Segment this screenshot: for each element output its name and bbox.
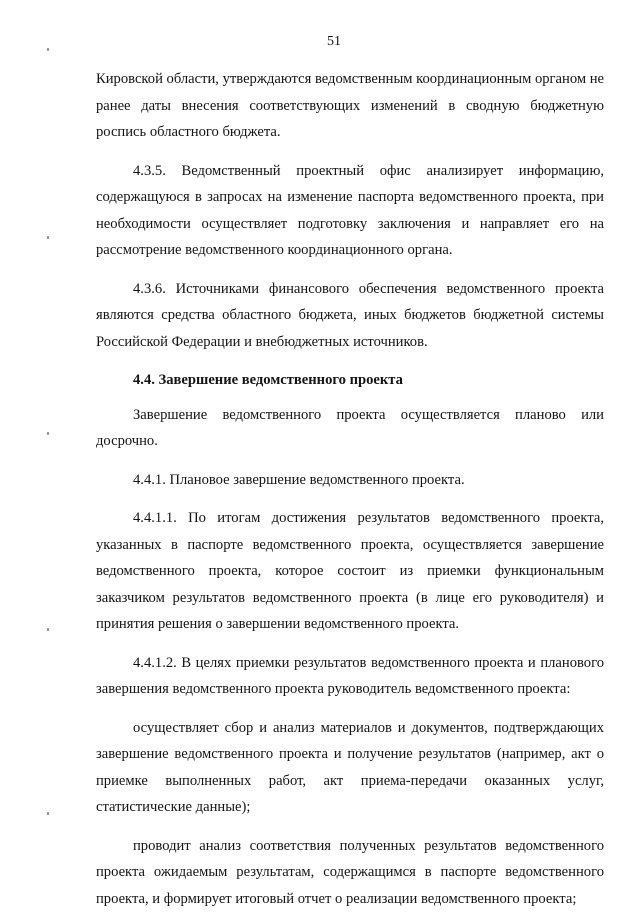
scan-mark (47, 432, 49, 435)
paragraph-4-3-5: 4.3.5. Ведомственный проектный офис анализирует информацию, содержащуюся в запросах на изменение паспорта ведомственного проекта, при необходимости осуществляет подготовку заключения и направляет его на рассмотрение ведомственного координационного органа. (96, 158, 604, 264)
paragraph-4-3-6: 4.3.6. Источниками финансового обеспечения ведомственного проекта являются средства областного бюджета, иных бюджетов бюджетной системы Российской Федерации и внебюджетных источников. (96, 276, 604, 356)
page-number: 51 (14, 34, 640, 50)
list-item-analyze-results: проводит анализ соответствия полученных результатов ведомственного проекта ожидаемым результатам, содержащимся в паспорте ведомственного проекта, и формирует итоговый отчет о реализации ведомственного проекта; (96, 833, 604, 912)
document-body (96, 66, 604, 912)
paragraph-completion-intro: Завершение ведомственного проекта осуществляется планово или досрочно. (96, 402, 604, 455)
list-item-collect-materials: осуществляет сбор и анализ материалов и документов, подтверждающих завершение ведомственного проекта и получение результатов (например, акт о приемке выполненных работ, акт приема-передачи оказанных услуг, статистические данные); (96, 715, 604, 821)
paragraph-continuation: Кировской области, утверждаются ведомственным координационным органом не ранее даты внесения соответствующих изменений в сводную бюджетную роспись областного бюджета. (96, 66, 604, 146)
paragraph-4-4-1: 4.4.1. Плановое завершение ведомственного проекта. (96, 467, 604, 494)
paragraph-4-4-1-1: 4.4.1.1. По итогам достижения результатов ведомственного проекта, указанных в паспорте ведомственного проекта, осуществляется завершение ведомственного проекта, которое состоит из приемки функциональным заказчиком результатов ведомственного проекта (в лице его руководителя) и принятия решения о завершении ведомственного проекта. (96, 505, 604, 638)
scan-mark (47, 628, 49, 631)
section-heading-4-4: 4.4. Завершение ведомственного проекта (96, 367, 604, 394)
scan-mark (47, 236, 49, 239)
paragraph-4-4-1-2: 4.4.1.2. В целях приемки результатов ведомственного проекта и планового завершения ведомственного проекта руководитель ведомственного проекта: (96, 650, 604, 703)
scan-mark (47, 48, 49, 51)
scan-mark (47, 812, 49, 815)
